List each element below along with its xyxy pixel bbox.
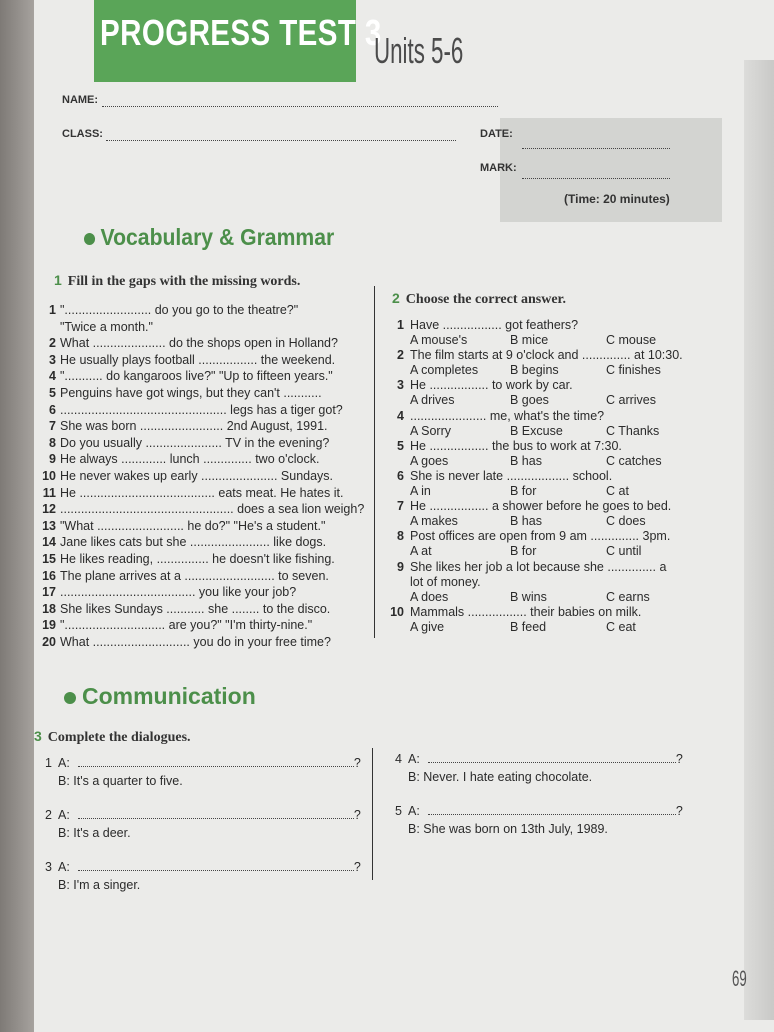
communication-section-title: Communication	[64, 683, 256, 710]
ex2-item-number: 1	[397, 318, 404, 332]
ex1-item-text: "........... do kangaroos live?" "Up to fifteen years."	[60, 369, 333, 384]
info-box	[500, 118, 722, 222]
ex1-item-text: "............................. are you?" "I'm thirty-nine."	[60, 618, 313, 633]
ex2-question-text: He ................. the bus to work at 7:30.	[410, 438, 622, 453]
ex2-option-c[interactable]: C eat	[606, 619, 636, 634]
ex1-item-number: 17	[42, 585, 56, 600]
ex1-row[interactable]	[34, 552, 335, 566]
answer-blank[interactable]	[78, 756, 354, 767]
ex1-row[interactable]	[34, 386, 322, 400]
speaker-a-label: A:	[58, 756, 70, 770]
ex1-item-text: .................................................. does a sea lion weigh?	[60, 502, 365, 517]
vocab-section-title: Vocabulary & Grammar	[84, 224, 334, 251]
dialogue-question-line	[384, 752, 683, 766]
page-edge	[744, 60, 774, 1020]
ex1-row[interactable]	[34, 585, 296, 599]
ex1-item-text: What ..................... do the shops open in Holland?	[60, 336, 338, 351]
ex2-option-a[interactable]: A at	[410, 544, 432, 559]
ex2-item-number: 7	[397, 499, 404, 514]
answer-blank[interactable]	[428, 804, 676, 815]
ex1-item-text: Do you usually ...................... TV in the evening?	[60, 435, 330, 450]
ex1-row[interactable]	[34, 602, 330, 616]
dialogue-response: B: I'm a singer.	[58, 878, 141, 892]
ex1-item-number: 3	[49, 352, 56, 367]
ex1-item-text: He usually plays football ................. the weekend.	[60, 352, 336, 367]
dialogue-question-line	[34, 860, 361, 874]
question-mark: ?	[675, 752, 683, 766]
question-mark: ?	[353, 808, 361, 822]
ex1-item-number: 20	[42, 635, 56, 649]
ex2-option-b[interactable]: B for	[510, 544, 537, 559]
answer-blank[interactable]	[78, 860, 354, 871]
ex2-question-text: The film starts at 9 o'clock and .............. at 10:30.	[410, 348, 683, 363]
ex1-item-text: He never wakes up early ...................... Sundays.	[60, 469, 334, 483]
ex2-option-a[interactable]: A give	[410, 619, 445, 634]
dialogue-response: B: It's a deer.	[58, 826, 131, 840]
dialogue-number: 3	[45, 860, 52, 874]
ex1-item-number: 8	[49, 435, 56, 450]
ex2-option-c[interactable]: C mouse	[606, 333, 657, 347]
ex2-question-text: She likes her job a lot because she .............. a	[410, 559, 667, 574]
ex1-item-text: She likes Sundays ........... she ........ to the disco.	[60, 601, 331, 616]
ex2-item-number: 6	[397, 469, 404, 483]
mark-label: MARK:	[480, 162, 517, 174]
ex1-item-number: 16	[42, 568, 56, 583]
mark-field[interactable]	[522, 178, 670, 179]
ex1-item-number: 1	[49, 303, 56, 317]
ex2-option-b[interactable]: B Excuse	[510, 423, 563, 438]
ex2-question	[386, 409, 604, 423]
question-mark: ?	[675, 804, 683, 818]
speaker-a-label: A:	[408, 752, 420, 766]
ex2-option-b[interactable]: B wins	[510, 589, 547, 604]
time-limit: (Time: 20 minutes)	[564, 192, 670, 206]
ex1-item-text: He ....................................... eats meat. He hates it.	[60, 485, 344, 500]
dialogue-response: B: Never. I hate eating chocolate.	[408, 770, 593, 784]
ex2-option-b[interactable]: B feed	[510, 619, 547, 634]
ex2-question-text: ...................... me, what's the time?	[410, 408, 605, 423]
dialogue-number: 4	[395, 752, 402, 766]
ex1-item-number: 10	[42, 469, 56, 483]
ex1-row[interactable]	[34, 452, 319, 466]
ex1-item-text: The plane arrives at a .......................... to seven.	[60, 568, 329, 583]
ex2-question	[386, 439, 622, 453]
ex2-question-text: Post offices are open from 9 am .............. 3pm.	[410, 529, 671, 544]
ex1-row[interactable]	[34, 369, 333, 383]
ex1-item-number: 11	[42, 485, 56, 500]
ex1-row[interactable]	[34, 486, 343, 500]
ex1-item-number: 14	[42, 535, 56, 550]
ex2-option-a[interactable]: A mouse's	[410, 333, 468, 347]
answer-blank[interactable]	[428, 752, 676, 763]
ex1-row[interactable]	[34, 419, 328, 433]
ex2-option-b[interactable]: B has	[510, 514, 542, 529]
ex2-question	[386, 318, 578, 332]
ex2-option-b[interactable]: B mice	[510, 333, 549, 347]
ex1-item-text: ....................................... you like your job?	[60, 585, 297, 600]
ex1-item-text: He likes reading, ............... he doesn't like fishing.	[60, 552, 335, 566]
ex1-item-text: "Twice a month."	[60, 319, 153, 334]
class-field[interactable]	[106, 140, 456, 141]
ex2-option-c[interactable]: C Thanks	[606, 423, 660, 438]
ex2-option-c[interactable]: C finishes	[606, 363, 661, 378]
ex2-option-c[interactable]: C arrives	[606, 393, 657, 408]
ex2-item-number: 10	[390, 604, 404, 619]
dialogue-response: B: It's a quarter to five.	[58, 774, 183, 788]
question-mark: ?	[353, 860, 361, 874]
ex2-title: 2 Choose the correct answer.	[392, 290, 566, 307]
date-field[interactable]	[522, 148, 670, 149]
section-bullet-icon	[64, 692, 76, 704]
ex2-question-text: She is never late .................. school.	[410, 469, 613, 483]
worksheet-page	[34, 0, 774, 1032]
ex2-option-b[interactable]: B goes	[510, 393, 549, 408]
ex1-title: 1 Fill in the gaps with the missing words.	[54, 272, 301, 289]
answer-blank[interactable]	[78, 808, 354, 819]
ex1-item-number: 6	[49, 402, 56, 417]
section-bullet-icon	[84, 233, 95, 245]
date-label: DATE:	[480, 128, 513, 140]
ex2-option-c[interactable]: C earns	[606, 589, 650, 604]
ex1-row[interactable]	[34, 303, 298, 317]
ex1-item-number: 19	[42, 618, 56, 633]
dialogue-number: 2	[45, 808, 52, 822]
ex2-question	[386, 378, 573, 392]
ex1-row[interactable]	[34, 336, 338, 350]
speaker-a-label: A:	[58, 860, 70, 874]
ex1-row[interactable]	[34, 519, 325, 533]
ex2-item-number: 9	[397, 559, 404, 574]
ex1-row[interactable]	[34, 635, 331, 649]
ex1-item-number: 4	[49, 369, 56, 384]
ex2-option-c[interactable]: C at	[606, 484, 629, 498]
book-spine	[0, 0, 34, 1032]
ex2-item-number: 2	[397, 348, 404, 363]
ex1-row[interactable]	[34, 320, 153, 334]
ex1-item-text: She was born ........................ 2nd August, 1991.	[60, 419, 328, 434]
ex2-question-text: Mammals ................. their babies on milk.	[410, 604, 642, 619]
ex2-question	[386, 560, 666, 574]
ex2-option-c[interactable]: C until	[606, 544, 642, 559]
ex2-question	[386, 348, 683, 362]
ex1-item-text: "What ......................... he do?" "He's a student."	[60, 518, 326, 533]
ex1-row[interactable]	[34, 403, 343, 417]
dialogue-response: B: She was born on 13th July, 1989.	[408, 822, 608, 836]
class-label: CLASS:	[62, 128, 103, 140]
ex2-item-number: 4	[397, 408, 404, 423]
ex2-option-a[interactable]: A in	[410, 484, 431, 498]
ex3-title: 3 Complete the dialogues.	[34, 728, 191, 745]
ex1-row[interactable]	[34, 353, 335, 367]
ex2-option-a[interactable]: A makes	[410, 514, 458, 529]
ex1-row[interactable]	[34, 469, 333, 483]
ex2-question	[386, 529, 670, 543]
ex2-option-a[interactable]: A completes	[410, 363, 479, 378]
ex2-question-text: Have ................. got feathers?	[410, 318, 579, 332]
ex1-item-text: He always ............. lunch .............. two o'clock.	[60, 452, 320, 467]
speaker-a-label: A:	[408, 804, 420, 818]
ex1-item-number: 9	[49, 452, 56, 467]
ex1-item-number: 12	[42, 502, 56, 517]
ex1-item-text: Jane likes cats but she ....................... like dogs.	[60, 535, 327, 550]
ex1-item-number: 2	[49, 336, 56, 351]
ex2-item-number: 5	[397, 438, 404, 453]
ex2-option-b[interactable]: B begins	[510, 363, 559, 378]
dialogue-question-line	[34, 756, 361, 770]
ex1-row[interactable]	[34, 569, 329, 583]
dialogue-question-line	[384, 804, 683, 818]
units-label: Units 5-6	[374, 30, 464, 71]
ex2-option-a[interactable]: A goes	[410, 453, 449, 468]
column-divider	[374, 286, 375, 638]
question-mark: ?	[353, 756, 361, 770]
ex2-option-b[interactable]: B has	[510, 453, 542, 468]
test-title: PROGRESS TEST 3	[100, 12, 382, 53]
name-label: NAME:	[62, 94, 99, 106]
ex2-question-continued: lot of money.	[410, 574, 481, 589]
ex2-option-c[interactable]: C does	[606, 514, 646, 529]
ex1-row[interactable]	[34, 535, 326, 549]
dialogue-number: 5	[395, 804, 402, 818]
ex1-item-number: 18	[42, 601, 56, 616]
ex2-item-number: 8	[397, 529, 404, 544]
page-number: 69	[732, 966, 747, 991]
ex2-option-c[interactable]: C catches	[606, 453, 662, 468]
ex2-question	[386, 499, 671, 513]
ex1-item-number: 5	[49, 386, 56, 400]
speaker-a-label: A:	[58, 808, 70, 822]
ex1-item-number: 15	[42, 552, 56, 566]
ex2-question	[386, 469, 612, 483]
ex2-option-a[interactable]: A Sorry	[410, 423, 451, 438]
ex2-option-a[interactable]: A does	[410, 589, 449, 604]
ex1-item-text: "......................... do you go to the theatre?"	[60, 303, 299, 317]
dialogue-question-line	[34, 808, 361, 822]
ex1-row[interactable]	[34, 502, 364, 516]
ex2-question-text: He ................. a shower before he goes to bed.	[410, 499, 672, 514]
dialogue-divider	[372, 748, 373, 880]
ex2-question-text: He ................. to work by car.	[410, 378, 573, 393]
title-banner	[94, 0, 382, 82]
ex1-row[interactable]	[34, 618, 312, 632]
ex1-item-text: ................................................ legs has a tiger got?	[60, 402, 343, 417]
ex1-item-text: What ............................ you do in your free time?	[60, 635, 331, 649]
ex1-item-number: 7	[49, 419, 56, 434]
ex2-option-a[interactable]: A drives	[410, 393, 455, 408]
ex2-option-b[interactable]: B for	[510, 484, 537, 498]
ex2-item-number: 3	[397, 378, 404, 393]
ex1-item-number: 13	[42, 518, 56, 533]
dialogue-number: 1	[45, 756, 52, 770]
ex1-row[interactable]	[34, 436, 329, 450]
ex2-question	[386, 605, 641, 619]
name-field[interactable]	[102, 106, 498, 107]
ex1-item-text: Penguins have got wings, but they can't ...........	[60, 386, 322, 400]
